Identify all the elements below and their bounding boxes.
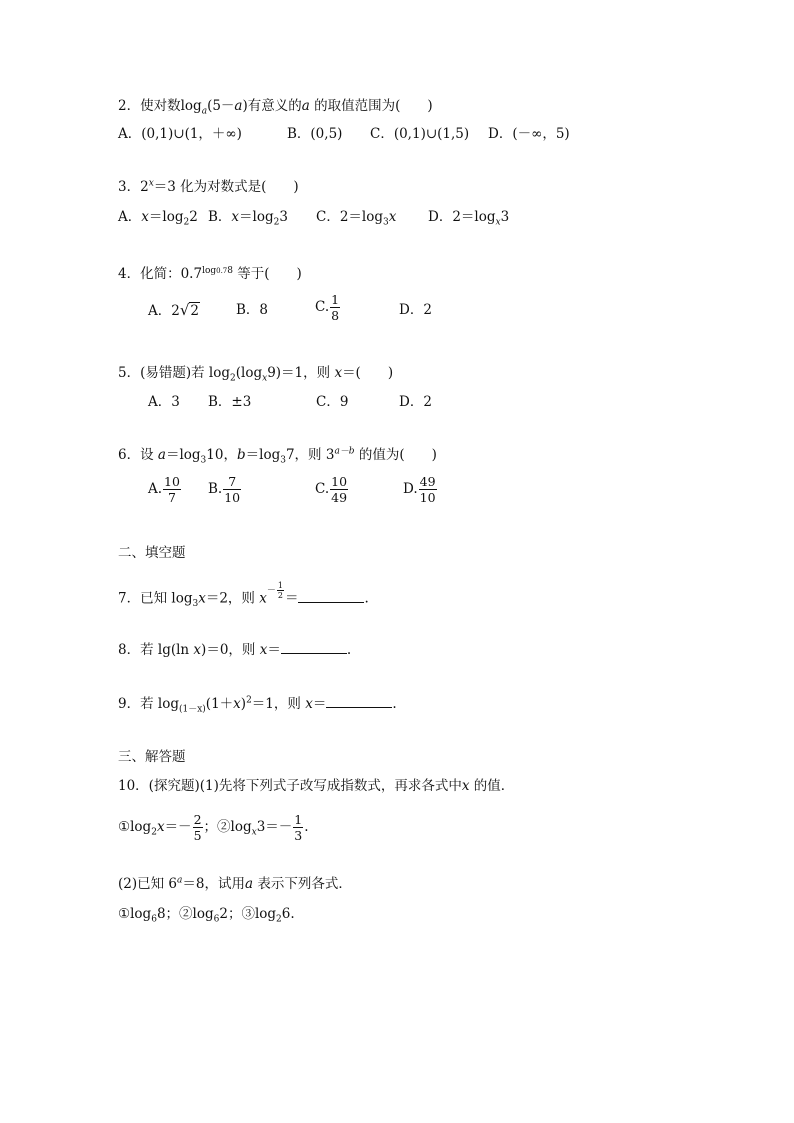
option-b: B．(0,5) xyxy=(287,126,343,142)
option-a: A．2√2 xyxy=(148,301,199,319)
option-d: D．2 xyxy=(399,394,432,410)
answer-blank[interactable] xyxy=(298,589,364,603)
question-6-stem: 6．设 $a=\log_310$，$b=\log_37$，则 $3^{a-b}$ 的值为( ) xyxy=(118,446,437,466)
option-c: C．9 xyxy=(316,394,349,410)
question-9-stem: 9．若 $\log_{(1-x)}(1+x)^2=1$，则 x＝ . xyxy=(118,695,397,715)
option-a: A．$x=\log_22$ xyxy=(118,209,198,228)
option-c: C．$2=\log_3x$ xyxy=(316,209,397,228)
answer-blank[interactable] xyxy=(326,694,392,708)
option-c: C. $\frac{10}{49}$ xyxy=(315,474,348,505)
question-5-stem: 5．(易错题)若 $\log_2(\log_x9)=1$，则 x＝( ) xyxy=(118,365,394,384)
question-2-stem: 2．使对数$\log_a(5-a)$有意义的a 的取值范围为( ) xyxy=(118,98,433,117)
answer-blank[interactable] xyxy=(281,640,347,654)
option-b: B．$x=\log_23$ xyxy=(208,209,288,228)
option-d: D．2 xyxy=(399,302,432,318)
question-4-stem: 4．化简：$0.7^{log0.78}$ 等于( ) xyxy=(118,265,302,282)
question-8-stem: 8．若 lg(ln x)＝0，则 x＝ . xyxy=(118,642,352,658)
option-d: D．$2=\log_x3$ xyxy=(428,209,510,228)
option-d: D. $\frac{49}{10}$ xyxy=(403,474,436,505)
question-10-part1-items: $①\log_2x=-$ $\frac{2}{5}$ ；$②\log_x3=-$ $\frac{1}{3}$ . xyxy=(118,812,309,843)
question-10-stem: 10．(探究题)(1)先将下列式子改写成指数式，再求各式中x 的值． xyxy=(118,778,515,794)
section-heading-answers: 三、解答题 xyxy=(118,749,186,765)
question-3-stem: 3．$2^x=3$ 化为对数式是( ) xyxy=(118,178,299,195)
question-10-part2-items: $①\log_68$；$②\log_62$；$③\log_26$. xyxy=(118,906,295,925)
option-b: B. $\frac{7}{10}$ xyxy=(208,474,241,505)
option-c: C．(0,1)∪(1,5) xyxy=(370,126,470,142)
option-c: C. $\frac{1}{8}$ xyxy=(315,292,340,323)
option-b: B．8 xyxy=(236,302,269,318)
option-d: D．(－∞，5) xyxy=(488,126,570,142)
question-7-stem: 7．已知 $\log_3x=2$，则 $x^{- \frac{1}{2}}$ ＝ . xyxy=(118,581,369,610)
option-a: A．(0,1)∪(1，＋∞) xyxy=(118,126,242,142)
section-heading-fill-in: 二、填空题 xyxy=(118,545,186,561)
option-a: A．3 xyxy=(148,394,180,410)
question-10-part2-stem: (2)已知 $6^a=8$，试用a 表示下列各式． xyxy=(118,875,352,892)
option-b: B．±3 xyxy=(208,394,252,410)
option-a: A. $\frac{10}{7}$ xyxy=(148,474,180,505)
